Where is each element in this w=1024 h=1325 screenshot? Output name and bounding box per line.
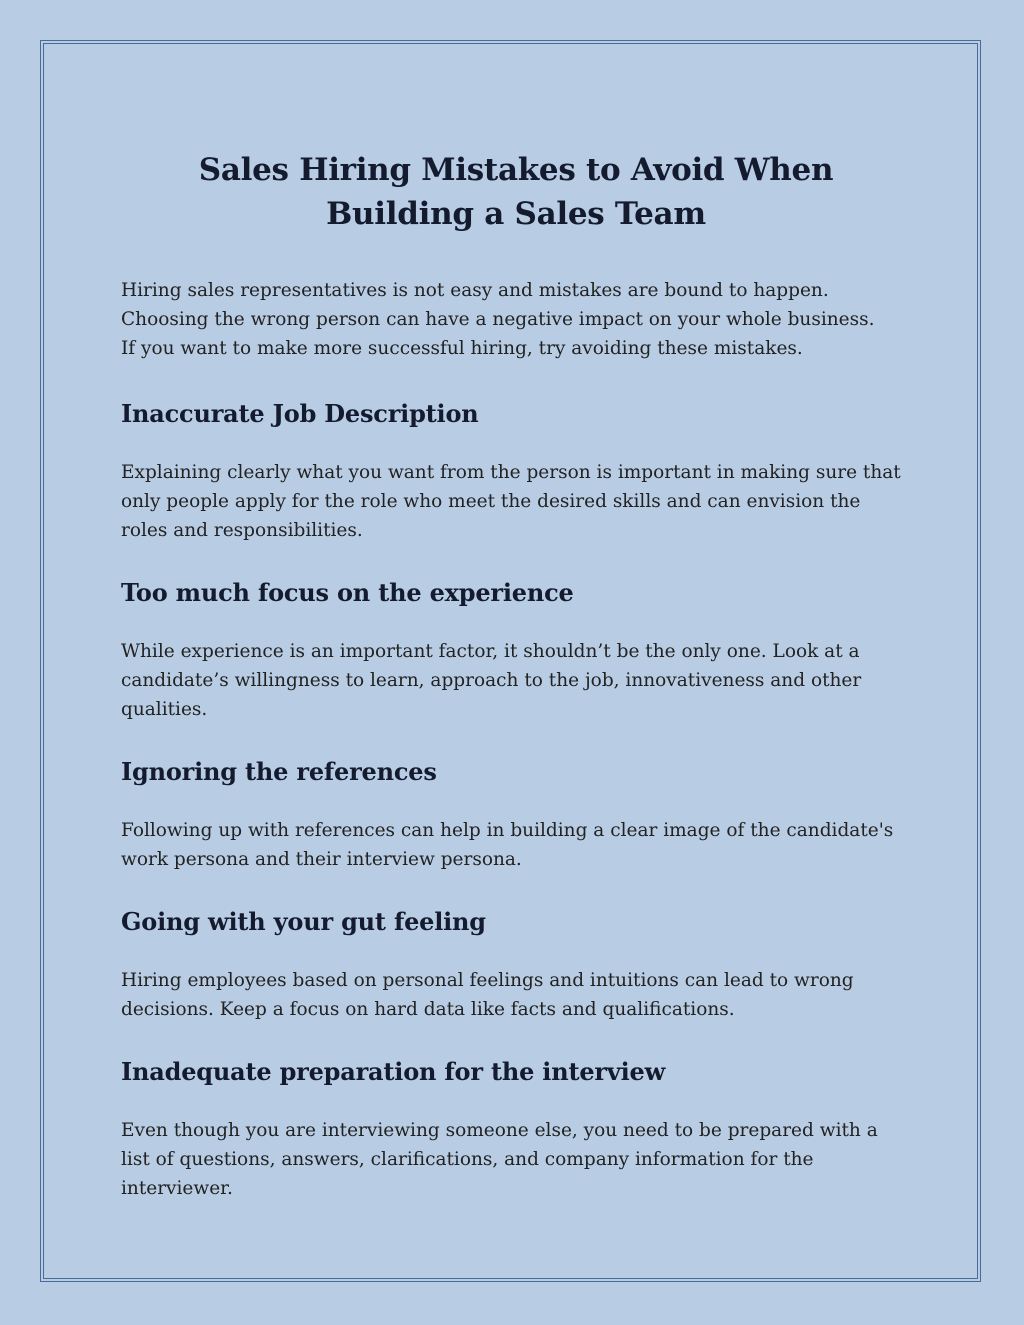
intro-line: Choosing the wrong person can have a negative impact on your whole business. xyxy=(121,309,875,330)
section-body: Hiring employees based on personal feelings and intuitions can lead to wrong decisions. Keep a focus on hard data like facts and qualifications. xyxy=(121,970,854,1020)
section-too-much-focus-on-experience xyxy=(121,578,911,724)
document-title: Sales Hiring Mistakes to Avoid When Building a Sales Team xyxy=(198,152,834,232)
section-body: Following up with references can help in building a clear image of the candidate's work persona and their interview persona. xyxy=(121,820,894,870)
section-body: Even though you are interviewing someone else, you need to be prepared with a list of questions, answers, clarifications, and company information for the interviewer. xyxy=(121,1120,878,1199)
section-heading: Too much focus on the experience xyxy=(121,578,574,607)
section-body: While experience is an important factor, it shouldn’t be the only one. Look at a candidate’s willingness to learn, approach to the job, innovativeness and other qualities. xyxy=(121,641,862,720)
section-going-with-gut-feeling xyxy=(121,907,911,1024)
document-content xyxy=(121,148,911,1236)
section-heading: Going with your gut feeling xyxy=(121,907,486,936)
intro-paragraph xyxy=(121,276,911,363)
section-ignoring-references xyxy=(121,757,911,874)
section-body: Explaining clearly what you want from the person is important in making sure that only people apply for the role who meet the desired skills and can envision the roles and responsibilities. xyxy=(121,462,901,541)
intro-line: Hiring sales representatives is not easy and mistakes are bound to happen. xyxy=(121,280,829,301)
section-heading: Inadequate preparation for the interview xyxy=(121,1057,666,1086)
section-inaccurate-job-description xyxy=(121,399,911,545)
intro-line: If you want to make more successful hiring, try avoiding these mistakes. xyxy=(121,338,803,359)
section-heading: Ignoring the references xyxy=(121,757,437,786)
section-inadequate-preparation xyxy=(121,1057,911,1203)
section-heading: Inaccurate Job Description xyxy=(121,399,479,428)
